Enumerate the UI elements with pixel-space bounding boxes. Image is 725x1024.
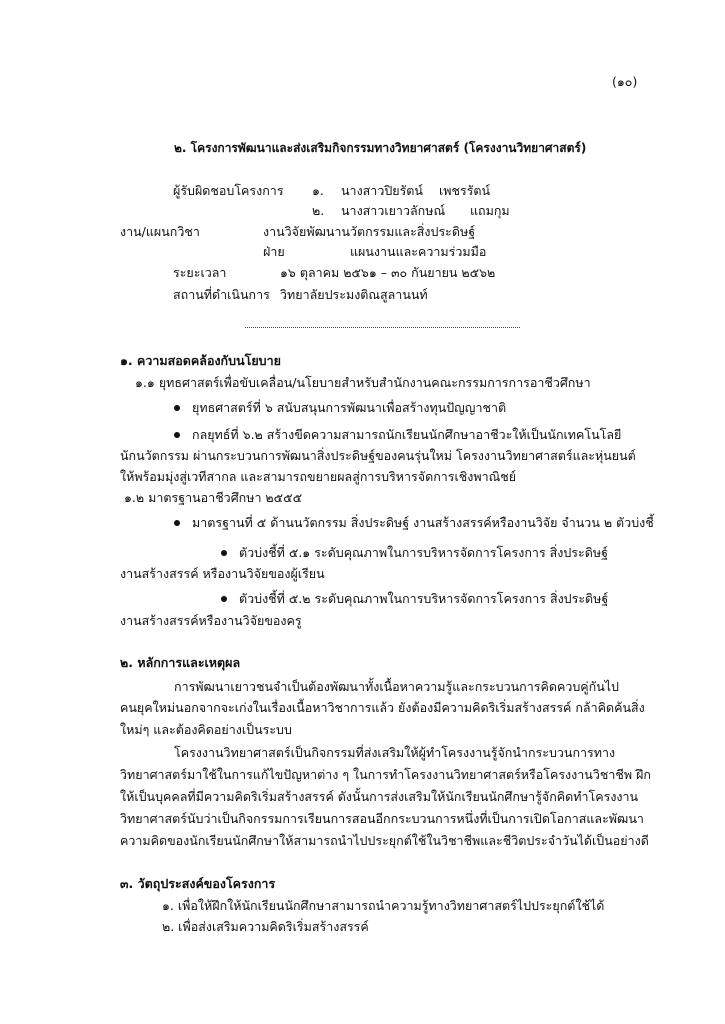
section3-heading: ๓. วัตถุประสงค์ของโครงการ	[120, 876, 276, 891]
rationale-p1-line3: ใหม่ๆ และต้องคิดอย่างเป็นระบบ	[120, 722, 292, 737]
bullet-icon	[174, 405, 180, 411]
person1-surname: เพชรรัตน์	[439, 183, 491, 198]
rationale-p2-line4: วิทยาศาสตร์นับว่าเป็นกิจกรรมการเรียนการสอนอีกกระบวนการหนึ่งที่เป็นการเปิดโอกาสและพัฒนา	[120, 811, 644, 826]
place-label: สถานที่ดำเนินการ	[173, 287, 270, 302]
bullet-icon	[174, 432, 180, 438]
person1-number: ๑.	[312, 183, 324, 198]
division-label: ฝ่าย	[263, 244, 285, 259]
rationale-p1-line1: การพัฒนาเยาวชนจำเป็นต้องพัฒนาทั้งเนื้อหาความรู้และกระบวนการคิดควบคู่กันไป	[174, 679, 619, 694]
indicator-5-2-continuation: งานสร้างสรรค์หรืองานวิจัยของครู	[120, 613, 302, 628]
bullet-icon	[221, 596, 227, 602]
tactic-continuation-1: นักนวัตกรรม ผ่านกระบวนการพัฒนาสิ่งประดิษฐ์ของคนรุ่นใหม่ โครงงานวิทยาศาสตร์และหุ่นยนต์	[120, 448, 636, 463]
bullet-tactic-6-2	[174, 427, 621, 443]
department-value: งานวิจัยพัฒนานวัตกรรมและสิ่งประดิษฐ์	[263, 224, 476, 239]
period-value: ๑๖ ตุลาคม ๒๕๖๑ – ๓๐ กันยายน ๒๕๖๒	[280, 265, 496, 280]
bullet-standard-5	[174, 515, 654, 531]
objective-2: ๒. เพื่อส่งเสริมความคิดริเริ่มสร้างสรรค์	[162, 919, 369, 934]
bullet-standard-5-text: มาตรฐานที่ ๕ ด้านนวัตกรรม สิ่งประดิษฐ์ งานสร้างสรรค์หรืองานวิจัย จำนวน ๒ ตัวบ่งชี้	[192, 515, 654, 530]
rationale-p2-line3: ให้เป็นบุคคลที่มีความคิดริเริ่มสร้างสรรค์ ดังนั้นการส่งเสริมให้นักเรียนนักศึกษารู้จักคิดทำโครงงาน	[120, 789, 639, 804]
section2-heading: ๒. หลักการและเหตุผล	[120, 655, 241, 670]
tactic-continuation-2: ให้พร้อมมุ่งสู่เวทีสากล และสามารถขยายผลสู่การบริหารจัดการเชิงพาณิชย์	[120, 469, 517, 484]
bullet-indicator-5-2-text: ตัวบ่งชี้ที่ ๕.๒ ระดับคุณภาพในการบริหารจัดการโครงการ สิ่งประดิษฐ์	[239, 591, 609, 606]
bullet-strategy-6-text: ยุทธศาสตร์ที่ ๖ สนับสนุนการพัฒนาเพื่อสร้างทุนปัญญาชาติ	[192, 400, 507, 415]
objective-1: ๑. เพื่อให้ฝึกให้นักเรียนนักศึกษาสามารถนำความรู้ทางวิทยาศาสตร์ไปประยุกต์ใช้ได้	[162, 898, 605, 913]
dotted-separator	[245, 327, 520, 328]
rationale-p2-line2: วิทยาศาสตร์มาใช้ในการแก้ไขปัญหาต่าง ๆ ในการทำโครงงานวิทยาศาสตร์หรือโครงงานวิชาชีพ ฝึก	[120, 767, 651, 782]
bullet-strategy-6	[174, 400, 506, 416]
section1-item-1-2: ๑.๒ มาตรฐานอาชีวศึกษา ๒๕๕๕	[124, 490, 303, 505]
person2-name: นางสาวเยาวลักษณ์	[341, 203, 446, 218]
responsible-label: ผู้รับผิดชอบโครงการ	[173, 183, 284, 198]
person2-number: ๒.	[312, 203, 325, 218]
indicator-5-1-continuation: งานสร้างสรรค์ หรืองานวิจัยของผู้เรียน	[120, 566, 325, 581]
bullet-indicator-5-2	[221, 591, 608, 607]
bullet-icon	[221, 550, 227, 556]
department-label: งาน/แผนกวิชา	[120, 224, 200, 239]
bullet-icon	[174, 520, 180, 526]
person2-surname: แถมกุม	[470, 203, 510, 218]
bullet-indicator-5-1	[221, 545, 608, 561]
section1-heading: ๑. ความสอดคล้องกับนโยบาย	[120, 353, 281, 368]
division-value: แผนงานและความร่วมมือ	[350, 244, 487, 259]
place-value: วิทยาลัยประมงติณสูลานนท์	[280, 287, 428, 302]
period-label: ระยะเวลา	[173, 265, 227, 280]
section1-item-1-1: ๑.๑ ยุทธศาสตร์เพื่อขับเคลื่อน/นโยบายสำหรับสำนักงานคณะกรรมการการอาชีวศึกษา	[135, 375, 591, 390]
bullet-indicator-5-1-text: ตัวบ่งชี้ที่ ๕.๑ ระดับคุณภาพในการบริหารจัดการโครงการ สิ่งประดิษฐ์	[239, 545, 608, 560]
project-title: ๒. โครงการพัฒนาและส่งเสริมกิจกรรมทางวิทยาศาสตร์ (โครงงานวิทยาศาสตร์)	[174, 141, 587, 155]
rationale-p1-line2: คนยุคใหม่นอกจากจะเก่งในเรื่องเนื้อหาวิชาการแล้ว ยังต้องมีความคิดริเริ่มสร้างสรรค์ กล้าคิดค้นสิ่ง	[120, 700, 645, 715]
person1-name: นางสาวปิยรัตน์	[341, 183, 423, 198]
bullet-tactic-6-2-text: กลยุทธ์ที่ ๖.๒ สร้างขีดความสามารถนักเรียนนักศึกษาอาชีวะให้เป็นนักเทคโนโลยี	[192, 427, 622, 442]
rationale-p2-line1: โครงงานวิทยาศาสตร์เป็นกิจกรรมที่ส่งเสริมให้ผู้ทำโครงงานรู้จักนำกระบวนการทาง	[174, 745, 616, 760]
rationale-p2-line5: ความคิดของนักเรียนนักศึกษาให้สามารถนำไปประยุกต์ใช้ในวิชาชีพและชีวิตประจำวันได้เป็นอย่างดี	[120, 833, 649, 848]
page-number: (๑๐)	[612, 74, 638, 89]
